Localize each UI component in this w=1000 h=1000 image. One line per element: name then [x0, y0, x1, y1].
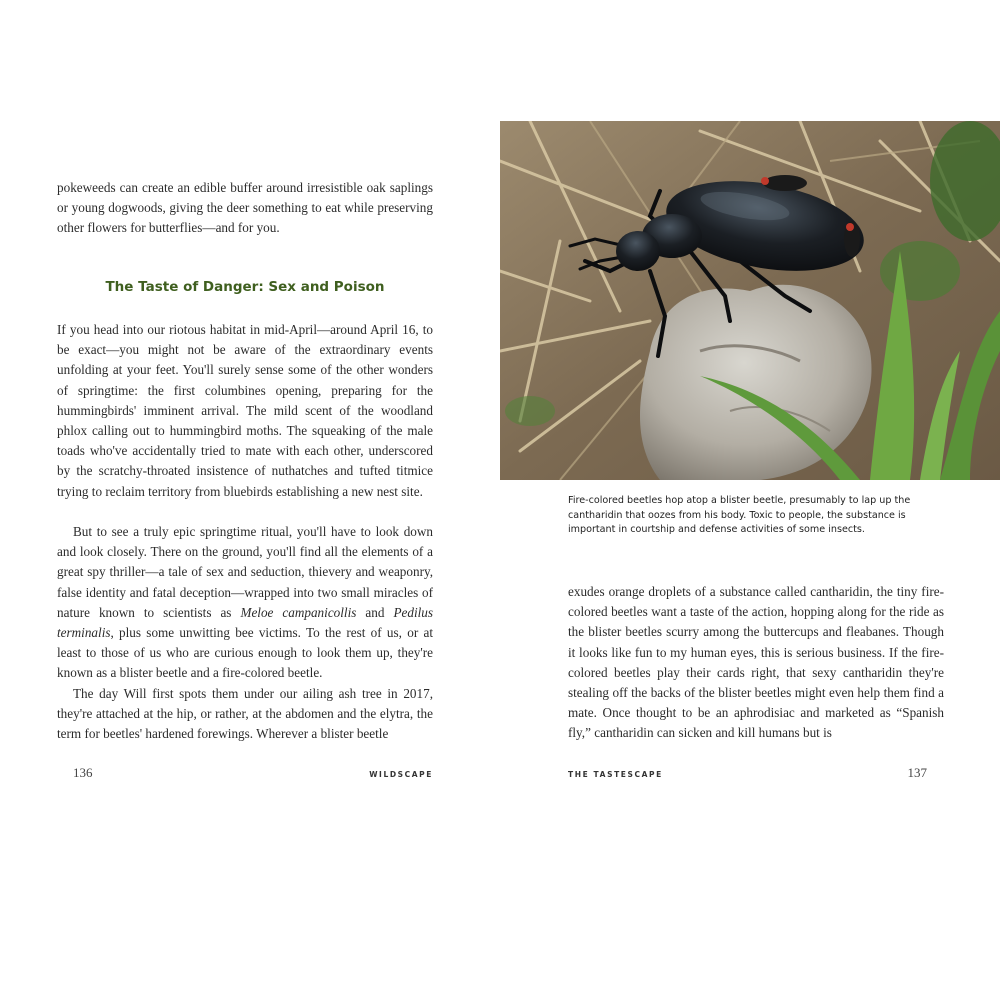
beetle-photo-illustration	[500, 121, 1000, 480]
page-number: 136	[73, 765, 93, 780]
right-page	[500, 0, 1000, 1000]
section-heading: The Taste of Danger: Sex and Poison	[105, 279, 385, 295]
species-name: Meloe campanicollis	[240, 604, 357, 620]
species-name: Pedilus terminalis	[57, 604, 433, 641]
paragraph-text: and	[356, 604, 394, 620]
page-number: 137	[907, 765, 927, 780]
body-paragraph	[57, 522, 433, 684]
paragraph-text: But to see a truly epic springtime ritual, you'll have to look down and look closely. There on the ground, you'll find all the elements of a great spy thriller—a tale of sex and seduction, thievery and weaponry, false identity and fatal deception—wrapped into two small miracles of nature known to scientists as	[57, 524, 433, 620]
body-paragraph: If you head into our riotous habitat in mid-April—around April 16, to be exact—you might not be aware of the extraordinary events unfolding at your feet. You'll surely sense some of the other wonders of springtime: the first columbines opening, preparing for the hummingbirds' imminent arrival. The mild scent of the woodland phlox calling out to hummingbird moths. The squeaking of the male toads who've accidentally tried to mate with each other, underscored by the scratchy-throated insistence of nuthatches and tufted titmice trying to reclaim territory from bluebirds establishing a new nest site.	[57, 322, 433, 499]
running-head: THE TASTESCAPE	[568, 770, 663, 779]
running-head: WILDSCAPE	[369, 770, 433, 779]
body-paragraph: The day Will first spots them under our ailing ash tree in 2017, they're attached at the hip, or rather, at the abdomen and the elytra, the term for beetles' hardened forewings. Wherever a blister beetle	[57, 686, 433, 742]
beetle-photo	[500, 121, 1000, 480]
body-paragraph: exudes orange droplets of a substance called cantharidin, the tiny fire-colored beetles want a taste of the action, hopping along for the ride as the blister beetles scurry among the buttercups and fleabanes. Though it looks like fun to my human eyes, this is serious business. If the fire-colored beetles play their cards right, that sexy cantharidin they're stealing off the backs of the blister beetles might even help them find a mate. Once thought to be an aphrodisiac and marketed as “Spanish fly,” cantharidin can sicken and kill humans but is	[568, 584, 944, 741]
body-paragraph: pokeweeds can create an edible buffer around irresistible oak saplings or young dogwoods, giving the deer something to eat while preserving other flowers for butterflies—and for you.	[57, 180, 433, 236]
photo-caption: Fire-colored beetles hop atop a blister beetle, presumably to lap up the cantharidin that oozes from his body. Toxic to people, the substance is important in courtship and defense activities of some insects.	[568, 495, 911, 536]
paragraph-text: , plus some unwitting bee victims. To the rest of us, or at least to those of us who are curious enough to look them up, they're known as a blister beetle and a fire-colored beetle.	[57, 625, 433, 681]
